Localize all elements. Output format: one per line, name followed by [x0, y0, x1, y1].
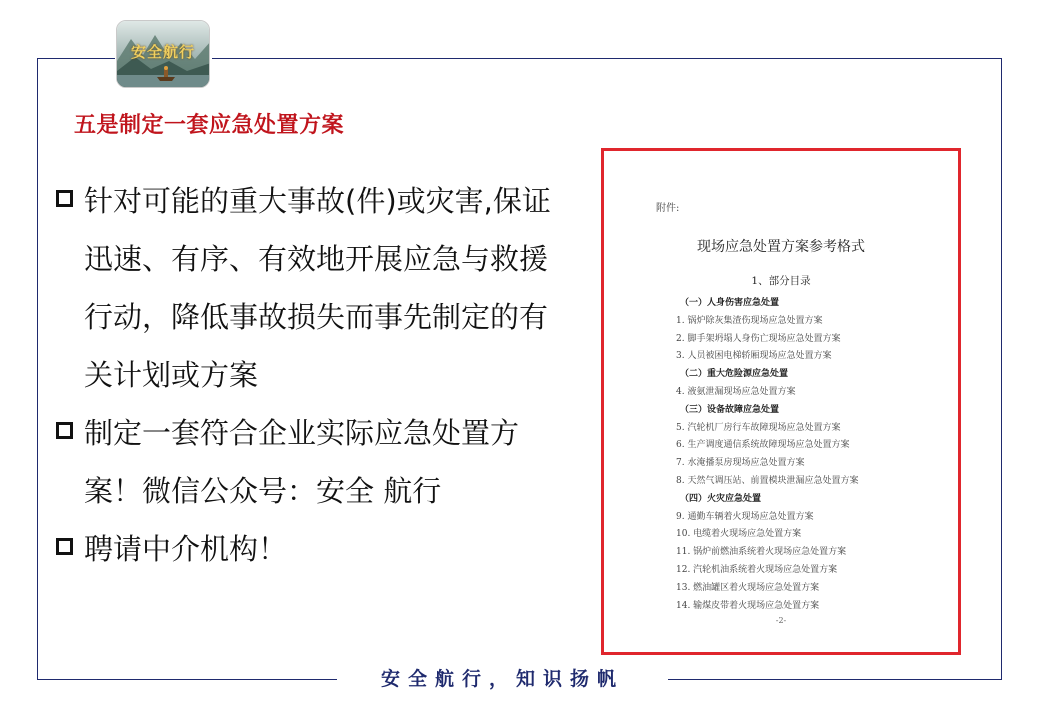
doc-list-item: 7. 水淹播泵房现场应急处置方案	[676, 458, 805, 469]
bullet-text: 针对可能的重大事故(件)或灾害,保证迅速、有序、有效地开展应急与救援行动，降低事故损失而事先制定的有关计划或方案	[84, 184, 551, 392]
frame-left-border	[37, 58, 38, 680]
doc-list-item: 2. 脚手架坍塌人身伤亡现场应急处置方案	[676, 333, 841, 344]
doc-title: 现场应急处置方案参考格式	[697, 239, 865, 255]
bullet-item	[56, 520, 586, 578]
doc-list-item: 1. 锅炉除灰集渣伤现场应急处置方案	[676, 315, 823, 326]
doc-list-item: 11. 锅炉前燃油系统着火现场应急处置方案	[676, 547, 847, 558]
doc-list-item: 5. 汽轮机厂房行车故障现场应急处置方案	[676, 422, 841, 433]
doc-contents-list	[676, 295, 946, 615]
bullet-list	[56, 172, 586, 578]
frame-bottom-border-right	[668, 679, 1002, 680]
doc-section-heading: （一）人身伤害应急处置	[680, 298, 780, 308]
logo	[116, 20, 210, 88]
doc-section-heading: （三）设备故障应急处置	[680, 404, 780, 415]
doc-list-item: 9. 通勤车辆着火现场应急处置方案	[676, 511, 814, 522]
square-bullet-icon	[56, 422, 73, 439]
frame-top-border-left	[37, 58, 115, 59]
doc-list-item: 12. 汽轮机油系统着火现场应急处置方案	[676, 564, 838, 575]
bullet-item	[56, 172, 586, 404]
frame-bottom-border-left	[37, 679, 337, 680]
doc-list-item: 14. 输煤皮带着火现场应急处置方案	[676, 600, 820, 611]
square-bullet-icon	[56, 190, 73, 207]
doc-attachment-label: 附件:	[656, 203, 680, 214]
doc-section-heading: （四）火灾应急处置	[680, 493, 762, 504]
frame-right-border	[1001, 58, 1002, 680]
doc-section-heading: （二）重大危险源应急处置	[680, 369, 789, 380]
doc-list-item: 3. 人员被困电梯轿厢现场应急处置方案	[676, 351, 832, 362]
doc-subtitle: 1、部分目录	[751, 275, 811, 287]
square-bullet-icon	[56, 538, 73, 555]
doc-list-item: 8. 天然气调压站、前置模块泄漏应急处置方案	[676, 475, 859, 486]
doc-page-number: -2-	[775, 616, 787, 625]
doc-list-item: 4. 液氨泄漏现场应急处置方案	[676, 386, 796, 397]
doc-list-item: 10. 电缆着火现场应急处置方案	[676, 529, 802, 540]
frame-top-border-right	[212, 58, 1002, 59]
bullet-text: 聘请中介机构！	[84, 532, 288, 566]
bullet-item	[56, 404, 586, 520]
footer-slogan: 安全航行，知识扬帆	[380, 668, 624, 690]
doc-list-item: 13. 燃油罐区着火现场应急处置方案	[676, 582, 820, 593]
document-preview	[601, 148, 961, 655]
slide-heading: 五是制定一套应急处置方案	[74, 113, 345, 138]
logo-text: 安全航行	[130, 43, 195, 61]
doc-list-item: 6. 生产调度通信系统故障现场应急处置方案	[676, 440, 850, 451]
bullet-text: 制定一套符合企业实际应急处置方案！微信公众号：安全 航行	[84, 416, 520, 508]
